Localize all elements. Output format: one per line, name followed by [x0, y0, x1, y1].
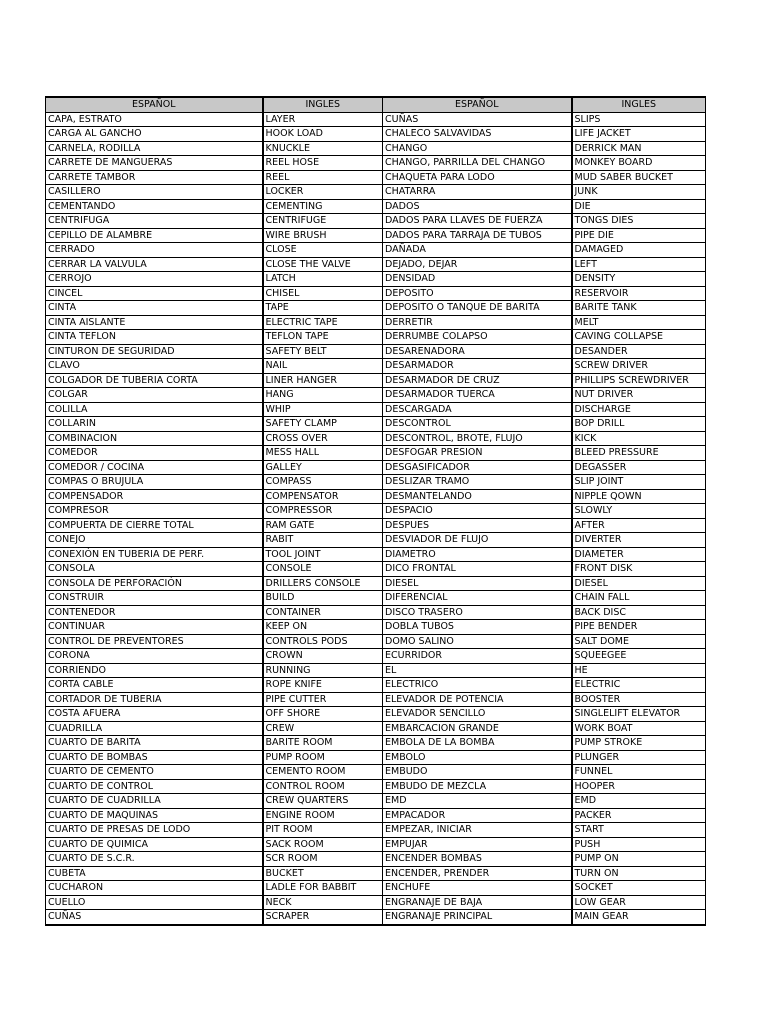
english-term: SCRAPER — [263, 910, 383, 925]
table-row — [46, 678, 706, 693]
table-row — [46, 562, 706, 577]
english-term: GALLEY — [263, 460, 383, 475]
table-row — [46, 808, 706, 823]
spanish-term: CUARTO DE BOMBAS — [46, 750, 263, 765]
spanish-term: DESPUES — [383, 518, 572, 533]
english-term: KNUCKLE — [263, 141, 383, 156]
spanish-term: CORTADOR DE TUBERIA — [46, 692, 263, 707]
spanish-term: COSTA AFUERA — [46, 707, 263, 722]
spanish-term: EMBARCACION GRANDE — [383, 721, 572, 736]
english-term: DEGASSER — [572, 460, 706, 475]
english-term: PIPE CUTTER — [263, 692, 383, 707]
spanish-term: EMPUJAR — [383, 837, 572, 852]
table-row — [46, 779, 706, 794]
english-term: HANG — [263, 388, 383, 403]
english-term: JUNK — [572, 185, 706, 200]
spanish-term: COLGAR — [46, 388, 263, 403]
table-row — [46, 141, 706, 156]
english-term: WORK BOAT — [572, 721, 706, 736]
spanish-term: CHANGO, PARRILLA DEL CHANGO — [383, 156, 572, 171]
spanish-term: COLLARIN — [46, 417, 263, 432]
spanish-term: EMPACADOR — [383, 808, 572, 823]
header-row — [46, 97, 706, 112]
spanish-term: CONSOLA DE PERFORACIÓN — [46, 576, 263, 591]
spanish-term: COMPRESOR — [46, 504, 263, 519]
spanish-term: EMBOLO — [383, 750, 572, 765]
english-term: LINER HANGER — [263, 373, 383, 388]
table-row — [46, 866, 706, 881]
spanish-term: CERRAR LA VALVULA — [46, 257, 263, 272]
spanish-term: CINTA AISLANTE — [46, 315, 263, 330]
english-term: SCR ROOM — [263, 852, 383, 867]
table-header — [46, 97, 706, 112]
spanish-term: CUADRILLA — [46, 721, 263, 736]
english-term: FRONT DISK — [572, 562, 706, 577]
table-row — [46, 460, 706, 475]
spanish-term: DIFERENCIAL — [383, 591, 572, 606]
english-term: MELT — [572, 315, 706, 330]
spanish-term: EL — [383, 663, 572, 678]
table-row — [46, 605, 706, 620]
english-term: COMPRESSOR — [263, 504, 383, 519]
spanish-term: DESMANTELANDO — [383, 489, 572, 504]
spanish-term: ELECTRICO — [383, 678, 572, 693]
english-term: CLOSE — [263, 243, 383, 258]
english-term: OFF SHORE — [263, 707, 383, 722]
spanish-term: DESARMADOR — [383, 359, 572, 374]
table-row — [46, 228, 706, 243]
english-term: DAMAGED — [572, 243, 706, 258]
english-term: SALT DOME — [572, 634, 706, 649]
english-term: NAIL — [263, 359, 383, 374]
english-term: PACKER — [572, 808, 706, 823]
english-term: HE — [572, 663, 706, 678]
spanish-term: COMPUERTA DE CIERRE TOTAL — [46, 518, 263, 533]
english-term: RESERVOIR — [572, 286, 706, 301]
table-row — [46, 214, 706, 229]
table-row — [46, 243, 706, 258]
spanish-term: ENCHUFE — [383, 881, 572, 896]
spanish-term: DESARENADORA — [383, 344, 572, 359]
english-term: PUSH — [572, 837, 706, 852]
english-term: CONTROLS PODS — [263, 634, 383, 649]
english-term: ENGINE ROOM — [263, 808, 383, 823]
english-term: PUMP ON — [572, 852, 706, 867]
english-term: RAM GATE — [263, 518, 383, 533]
glossary-table — [45, 96, 706, 926]
table-row — [46, 692, 706, 707]
english-term: MESS HALL — [263, 446, 383, 461]
spanish-term: CONTROL DE PREVENTORES — [46, 634, 263, 649]
table-row — [46, 315, 706, 330]
table-row — [46, 489, 706, 504]
spanish-term: ENGRANAJE PRINCIPAL — [383, 910, 572, 925]
spanish-term: CARNELA, RODILLA — [46, 141, 263, 156]
spanish-term: DESLIZAR TRAMO — [383, 475, 572, 490]
english-term: LAYER — [263, 112, 383, 127]
english-term: ELECTRIC TAPE — [263, 315, 383, 330]
spanish-term: CUARTO DE PRESAS DE LODO — [46, 823, 263, 838]
spanish-term: EMD — [383, 794, 572, 809]
english-term: PHILLIPS SCREWDRIVER — [572, 373, 706, 388]
spanish-term: COMPAS O BRUJULA — [46, 475, 263, 490]
english-term: CONTROL ROOM — [263, 779, 383, 794]
english-term: DRILLERS CONSOLE — [263, 576, 383, 591]
english-term: EMD — [572, 794, 706, 809]
spanish-term: CONSOLA — [46, 562, 263, 577]
english-term: SLOWLY — [572, 504, 706, 519]
table-row — [46, 417, 706, 432]
table-row — [46, 533, 706, 548]
english-term: CEMENTO ROOM — [263, 765, 383, 780]
english-term: LOW GEAR — [572, 895, 706, 910]
table-row — [46, 402, 706, 417]
spanish-term: ELEVADOR DE POTENCIA — [383, 692, 572, 707]
spanish-term: DESGASIFICADOR — [383, 460, 572, 475]
spanish-term: DISCO TRASERO — [383, 605, 572, 620]
spanish-term: EMBOLA DE LA BOMBA — [383, 736, 572, 751]
table-row — [46, 721, 706, 736]
english-term: MUD SABER BUCKET — [572, 170, 706, 185]
table-row — [46, 344, 706, 359]
english-term: LATCH — [263, 272, 383, 287]
english-term: TOOL JOINT — [263, 547, 383, 562]
spanish-term: CARRETE TAMBOR — [46, 170, 263, 185]
english-term: PIT ROOM — [263, 823, 383, 838]
spanish-term: CHALECO SALVAVIDAS — [383, 127, 572, 142]
english-term: BUILD — [263, 591, 383, 606]
spanish-term: EMPEZAR, INICIAR — [383, 823, 572, 838]
english-term: LOCKER — [263, 185, 383, 200]
english-term: CLOSE THE VALVE — [263, 257, 383, 272]
table-row — [46, 330, 706, 345]
table-row — [46, 765, 706, 780]
english-term: FUNNEL — [572, 765, 706, 780]
english-term: BACK DISC — [572, 605, 706, 620]
spanish-term: DIAMETRO — [383, 547, 572, 562]
english-term: TAPE — [263, 301, 383, 316]
spanish-term: CINTA — [46, 301, 263, 316]
table-row — [46, 170, 706, 185]
spanish-term: CUÑAS — [383, 112, 572, 127]
spanish-term: CINTURON DE SEGURIDAD — [46, 344, 263, 359]
spanish-term: COMEDOR / COCINA — [46, 460, 263, 475]
table-row — [46, 446, 706, 461]
spanish-term: DERRUMBE COLAPSO — [383, 330, 572, 345]
table-row — [46, 649, 706, 664]
spanish-term: EMBUDO DE MEZCLA — [383, 779, 572, 794]
english-header-right: INGLES — [572, 97, 706, 112]
english-term: CROWN — [263, 649, 383, 664]
spanish-term: ELEVADOR SENCILLO — [383, 707, 572, 722]
english-term: CEMENTING — [263, 199, 383, 214]
english-term: MONKEY BOARD — [572, 156, 706, 171]
spanish-term: CINTA TEFLON — [46, 330, 263, 345]
english-term: WIRE BRUSH — [263, 228, 383, 243]
english-term: BUCKET — [263, 866, 383, 881]
spanish-term: CUARTO DE S.C.R. — [46, 852, 263, 867]
english-term: CONTAINER — [263, 605, 383, 620]
table-row — [46, 286, 706, 301]
table-row — [46, 272, 706, 287]
english-term: LIFE JACKET — [572, 127, 706, 142]
spanish-term: CONTINUAR — [46, 620, 263, 635]
spanish-term: DESARMADOR DE CRUZ — [383, 373, 572, 388]
english-term: TURN ON — [572, 866, 706, 881]
english-term: KICK — [572, 431, 706, 446]
spanish-term: CHANGO — [383, 141, 572, 156]
table-row — [46, 199, 706, 214]
english-term: BLEED PRESSURE — [572, 446, 706, 461]
english-term: BARITE ROOM — [263, 736, 383, 751]
spanish-term: DESARMADOR TUERCA — [383, 388, 572, 403]
table-row — [46, 388, 706, 403]
spanish-term: CERROJO — [46, 272, 263, 287]
spanish-term: CLAVO — [46, 359, 263, 374]
table-row — [46, 504, 706, 519]
spanish-term: DESCARGADA — [383, 402, 572, 417]
table-row — [46, 823, 706, 838]
table-row — [46, 591, 706, 606]
spanish-term: DICO FRONTAL — [383, 562, 572, 577]
english-term: CREW — [263, 721, 383, 736]
spanish-term: EMBUDO — [383, 765, 572, 780]
english-term: SAFETY CLAMP — [263, 417, 383, 432]
spanish-term: DESCONTROL — [383, 417, 572, 432]
spanish-term: CARRETE DE MANGUERAS — [46, 156, 263, 171]
spanish-term: CUARTO DE CONTROL — [46, 779, 263, 794]
english-term: DESANDER — [572, 344, 706, 359]
spanish-term: DADOS PARA LLAVES DE FUERZA — [383, 214, 572, 229]
spanish-header-right: ESPAÑOL — [383, 97, 572, 112]
english-term: CROSS OVER — [263, 431, 383, 446]
english-term: DIESEL — [572, 576, 706, 591]
english-term: START — [572, 823, 706, 838]
spanish-term: CASILLERO — [46, 185, 263, 200]
english-term: DISCHARGE — [572, 402, 706, 417]
spanish-term: DERRETIR — [383, 315, 572, 330]
spanish-term: DESPACIO — [383, 504, 572, 519]
spanish-term: CARGA AL GANCHO — [46, 127, 263, 142]
spanish-term: CINCEL — [46, 286, 263, 301]
english-term: DERRICK MAN — [572, 141, 706, 156]
english-term: CHAIN FALL — [572, 591, 706, 606]
table-row — [46, 663, 706, 678]
english-term: DENSITY — [572, 272, 706, 287]
spanish-term: CHATARRA — [383, 185, 572, 200]
table-row — [46, 750, 706, 765]
table-row — [46, 475, 706, 490]
english-term: KEEP ON — [263, 620, 383, 635]
spanish-term: CEMENTANDO — [46, 199, 263, 214]
spanish-term: COLILLA — [46, 402, 263, 417]
english-term: SOCKET — [572, 881, 706, 896]
english-term: BOP DRILL — [572, 417, 706, 432]
table-row — [46, 127, 706, 142]
spanish-term: DIESEL — [383, 576, 572, 591]
table-row — [46, 736, 706, 751]
english-header-left: INGLES — [263, 97, 383, 112]
table-row — [46, 518, 706, 533]
english-term: ROPE KNIFE — [263, 678, 383, 693]
spanish-term: ENCENDER, PRENDER — [383, 866, 572, 881]
table-row — [46, 112, 706, 127]
spanish-term: DAÑADA — [383, 243, 572, 258]
spanish-term: CONEJO — [46, 533, 263, 548]
spanish-term: COMPENSADOR — [46, 489, 263, 504]
spanish-term: CEPILLO DE ALAMBRE — [46, 228, 263, 243]
spanish-term: CUBETA — [46, 866, 263, 881]
english-term: SCREW DRIVER — [572, 359, 706, 374]
spanish-term: DOBLA TUBOS — [383, 620, 572, 635]
english-term: COMPASS — [263, 475, 383, 490]
spanish-term: COMEDOR — [46, 446, 263, 461]
english-term: REEL — [263, 170, 383, 185]
spanish-term: CORRIENDO — [46, 663, 263, 678]
english-term: NECK — [263, 895, 383, 910]
spanish-term: CUARTO DE MAQUINAS — [46, 808, 263, 823]
table-row — [46, 185, 706, 200]
english-term: DIVERTER — [572, 533, 706, 548]
spanish-term: CUARTO DE QUIMICA — [46, 837, 263, 852]
english-term: PIPE BENDER — [572, 620, 706, 635]
table-row — [46, 794, 706, 809]
english-term: SQUEEGEE — [572, 649, 706, 664]
spanish-term: COLGADOR DE TUBERIA CORTA — [46, 373, 263, 388]
english-term: RABIT — [263, 533, 383, 548]
table-row — [46, 910, 706, 925]
spanish-header-left: ESPAÑOL — [46, 97, 263, 112]
english-term: RUNNING — [263, 663, 383, 678]
english-term: SACK ROOM — [263, 837, 383, 852]
table-row — [46, 359, 706, 374]
english-term: LADLE FOR BABBIT — [263, 881, 383, 896]
table-row — [46, 881, 706, 896]
table-row — [46, 852, 706, 867]
english-term: SLIPS — [572, 112, 706, 127]
english-term: REEL HOSE — [263, 156, 383, 171]
spanish-term: DEJADO, DEJAR — [383, 257, 572, 272]
spanish-term: DESCONTROL, BROTE, FLUJO — [383, 431, 572, 446]
table-row — [46, 257, 706, 272]
english-term: NUT DRIVER — [572, 388, 706, 403]
table-row — [46, 895, 706, 910]
spanish-term: CAPA, ESTRATO — [46, 112, 263, 127]
english-term: BARITE TANK — [572, 301, 706, 316]
table-row — [46, 301, 706, 316]
table-row — [46, 576, 706, 591]
english-term: ELECTRIC — [572, 678, 706, 693]
english-term: LEFT — [572, 257, 706, 272]
spanish-term: CUELLO — [46, 895, 263, 910]
spanish-term: CONTENEDOR — [46, 605, 263, 620]
english-term: DIE — [572, 199, 706, 214]
table-row — [46, 707, 706, 722]
table-row — [46, 547, 706, 562]
english-term: AFTER — [572, 518, 706, 533]
spanish-term: CORTA CABLE — [46, 678, 263, 693]
english-term: DIAMETER — [572, 547, 706, 562]
spanish-term: ECURRIDOR — [383, 649, 572, 664]
spanish-term: CERRADO — [46, 243, 263, 258]
table-row — [46, 156, 706, 171]
english-term: TONGS DIES — [572, 214, 706, 229]
english-term: CONSOLE — [263, 562, 383, 577]
spanish-term: ENCENDER BOMBAS — [383, 852, 572, 867]
english-term: MAIN GEAR — [572, 910, 706, 925]
english-term: CREW QUARTERS — [263, 794, 383, 809]
english-term: PUMP ROOM — [263, 750, 383, 765]
spanish-term: DADOS — [383, 199, 572, 214]
spanish-term: COMBINACION — [46, 431, 263, 446]
spanish-term: CUCHARON — [46, 881, 263, 896]
english-term: COMPENSATOR — [263, 489, 383, 504]
spanish-term: CUARTO DE CEMENTO — [46, 765, 263, 780]
spanish-term: DADOS PARA TARRAJA DE TUBOS — [383, 228, 572, 243]
english-term: HOOPER — [572, 779, 706, 794]
english-term: CENTRIFUGE — [263, 214, 383, 229]
spanish-term: CONEXIÓN EN TUBERIA DE PERF. — [46, 547, 263, 562]
spanish-term: DEPOSITO — [383, 286, 572, 301]
table-row — [46, 373, 706, 388]
english-term: SINGLELIFT ELEVATOR — [572, 707, 706, 722]
spanish-term: DEPOSITO O TANQUE DE BARITA — [383, 301, 572, 316]
english-term: CAVING COLLAPSE — [572, 330, 706, 345]
english-term: TEFLON TAPE — [263, 330, 383, 345]
spanish-term: DESVIADOR DE FLUJO — [383, 533, 572, 548]
spanish-term: CONSTRUIR — [46, 591, 263, 606]
english-term: WHIP — [263, 402, 383, 417]
spanish-term: CUÑAS — [46, 910, 263, 925]
spanish-term: DOMO SALINO — [383, 634, 572, 649]
english-term: BOOSTER — [572, 692, 706, 707]
spanish-term: DESFOGAR PRESION — [383, 446, 572, 461]
table-row — [46, 837, 706, 852]
english-term: CHISEL — [263, 286, 383, 301]
english-term: NIPPLE QOWN — [572, 489, 706, 504]
spanish-term: DENSIDAD — [383, 272, 572, 287]
table-body — [46, 112, 706, 925]
table-row — [46, 634, 706, 649]
spanish-term: CUARTO DE BARITA — [46, 736, 263, 751]
english-term: PUMP STROKE — [572, 736, 706, 751]
english-term: PIPE DIE — [572, 228, 706, 243]
spanish-term: CUARTO DE CUADRILLA — [46, 794, 263, 809]
english-term: SLIP JOINT — [572, 475, 706, 490]
spanish-term: ENGRANAJE DE BAJA — [383, 895, 572, 910]
table-row — [46, 431, 706, 446]
english-term: HOOK LOAD — [263, 127, 383, 142]
spanish-term: CORONA — [46, 649, 263, 664]
table-row — [46, 620, 706, 635]
english-term: SAFETY BELT — [263, 344, 383, 359]
english-term: PLUNGER — [572, 750, 706, 765]
spanish-term: CHAQUETA PARA LODO — [383, 170, 572, 185]
spanish-term: CENTRIFUGA — [46, 214, 263, 229]
